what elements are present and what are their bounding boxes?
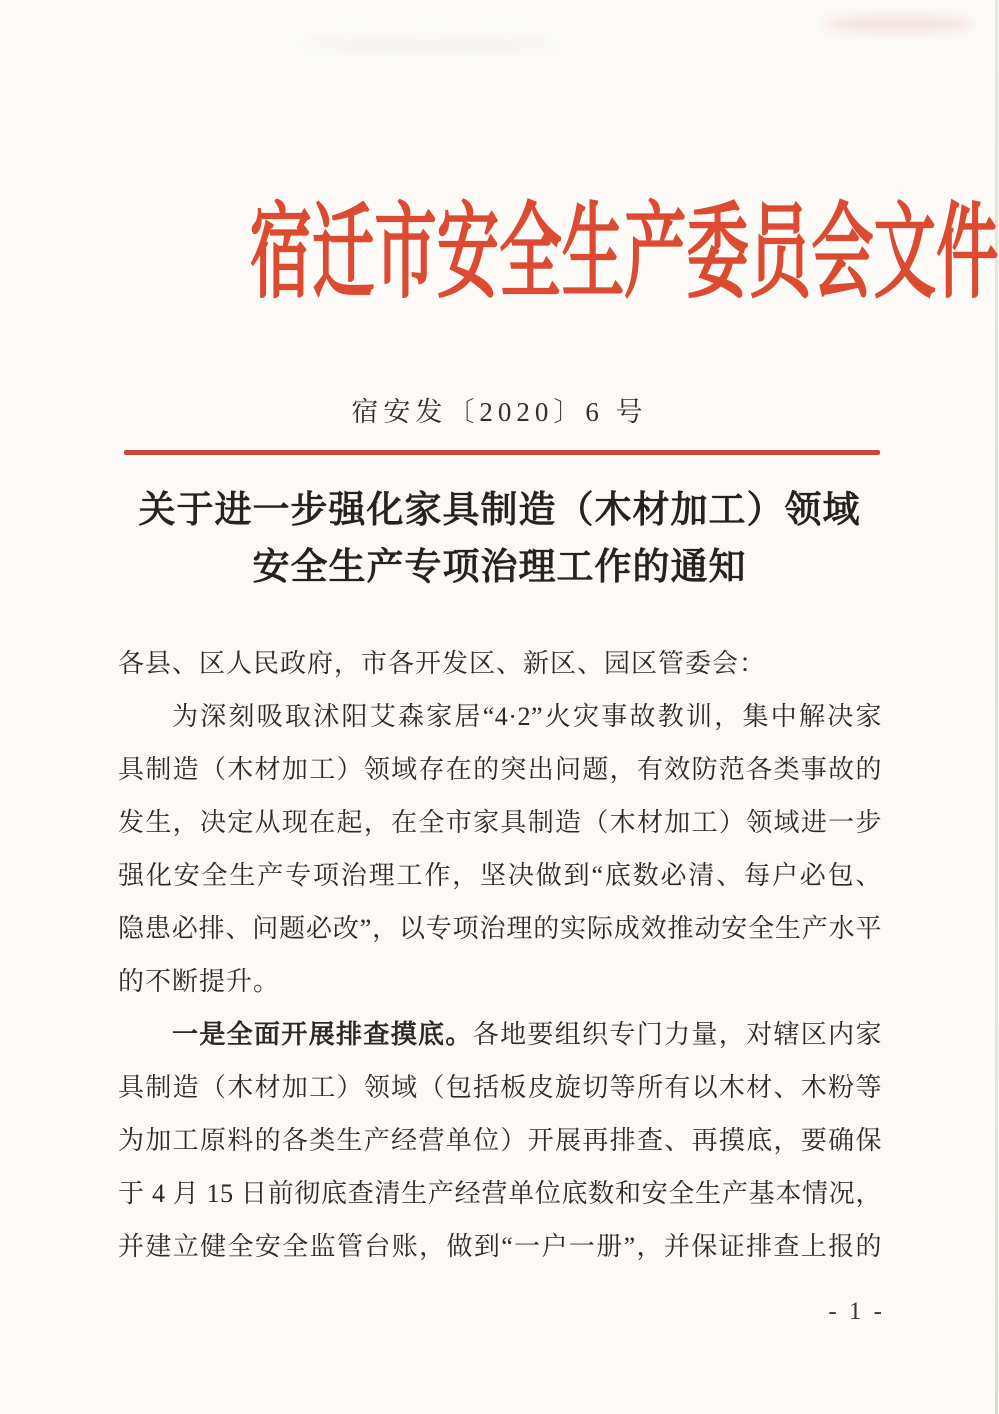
body-line: 隐患必排、问题必改”，以专项治理的实际成效推动安全生产水平 [118,914,882,943]
red-divider-rule [124,450,880,455]
body-line: 强化安全生产专项治理工作，坚决做到“底数必清、每户必包、 [118,861,882,890]
page-number: - 1 - [828,1298,885,1325]
document-title [0,482,999,596]
body-line: 并建立健全安全监管台账，做到“一户一册”，并保证排查上报的 [118,1232,882,1261]
body-line: 的不断提升。 [118,967,281,996]
scan-smudge [300,40,560,50]
body-line: 于 4 月 15 日前彻底查清生产经营单位底数和安全生产基本情况， [118,1179,882,1208]
body-line: 具制造（木材加工）领域（包括板皮旋切等所有以木材、木粉等 [118,1073,882,1102]
document-body [118,637,882,1273]
letterhead [0,196,999,312]
document-title-line2: 安全生产专项治理工作的通知 [252,547,747,588]
body-line: 发生，决定从现在起，在全市家具制造（木材加工）领域进一步 [118,808,882,837]
document-title-line1: 关于进一步强化家具制造（木材加工）领域 [138,490,861,531]
paragraph-lead-rest: 各地要组织专门力量，对辖区内家 [472,1020,882,1049]
body-line: 为加工原料的各类生产经营单位）开展再排查、再摸底，要确保 [118,1126,882,1155]
body-line [118,1008,882,1061]
body-line: 具制造（木材加工）领域存在的突出问题，有效防范各类事故的 [118,755,882,784]
body-line: 为深刻吸取沭阳艾森家居“4·2”火灾事故教训，集中解决家 [172,702,882,731]
paragraph-lead-bold: 一是全面开展排查摸底。 [172,1020,473,1049]
doc-number: 宿安发〔2020〕6 号 [351,397,648,427]
scan-smudge [823,16,973,32]
salutation: 各县、区人民政府，市各开发区、新区、园区管委会： [118,649,767,678]
org-title: 宿迁市安全生产委员会文件 [249,196,999,311]
